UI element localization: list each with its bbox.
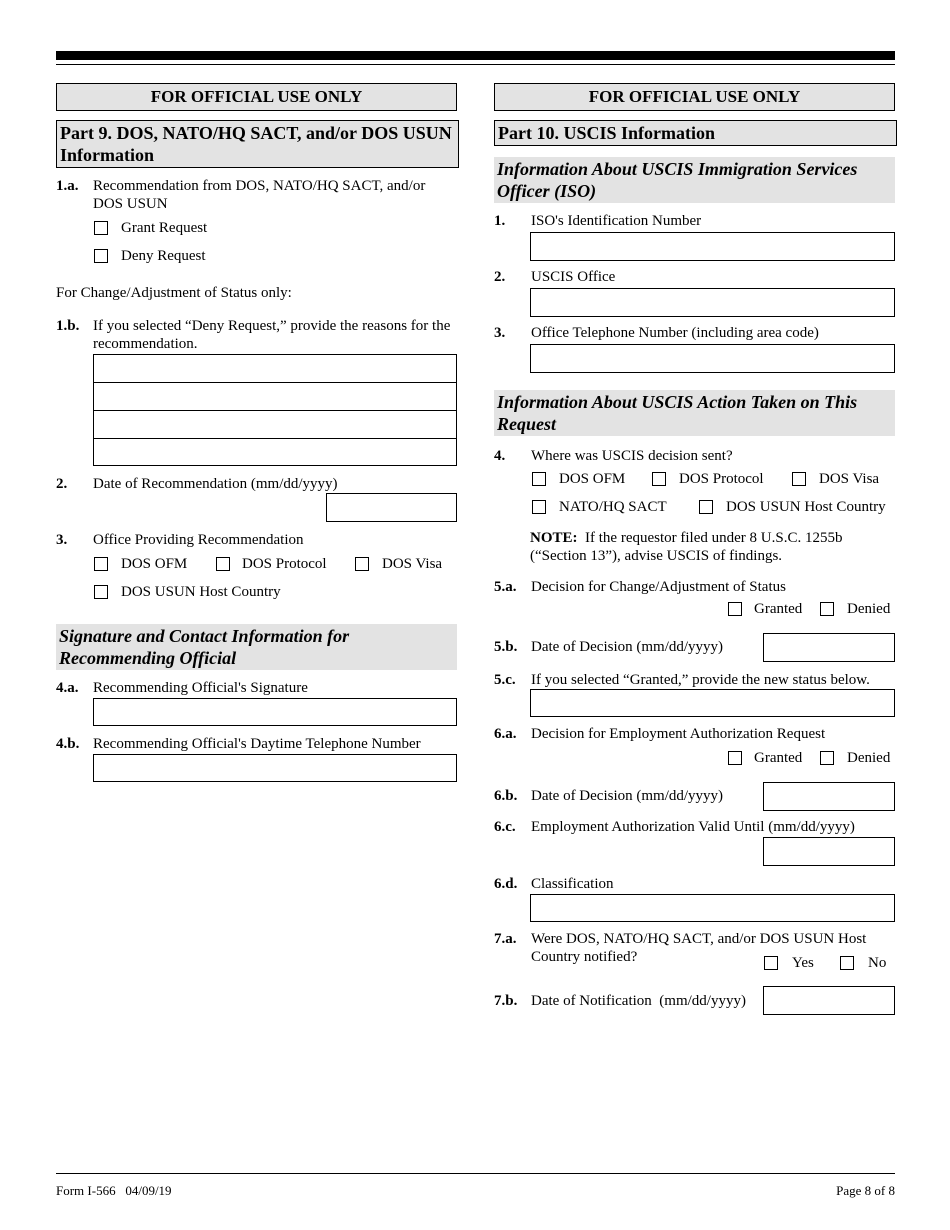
ead-granted-label: Granted <box>754 750 803 766</box>
rec-dos-visa-checkbox[interactable] <box>355 557 369 571</box>
rec-dos-protocol-label: DOS Protocol <box>242 556 327 572</box>
q4b-label: Recommending Official's Daytime Telephone Number <box>93 736 421 752</box>
p10-q3-label: Office Telephone Number (including area code) <box>531 325 819 341</box>
signature-section-heading: Signature and Contact Information for Recommending Official <box>56 624 457 670</box>
sent-dos-usun-checkbox[interactable] <box>699 500 713 514</box>
q1a-label: Recommendation from DOS, NATO/HQ SACT, and/or DOS USUN <box>93 178 426 212</box>
form-id: Form I-566 04/09/19 <box>56 1183 172 1198</box>
q2-label: Date of Recommendation (mm/dd/yyyy) <box>93 476 338 492</box>
sent-dos-protocol-checkbox[interactable] <box>652 472 666 486</box>
p10-q1-number: 1. <box>494 213 506 229</box>
p10-q5c-label: If you selected “Granted,” provide the new status below. <box>531 672 870 688</box>
rec-dos-usun-checkbox[interactable] <box>94 585 108 599</box>
iso-section-heading: Information About USCIS Immigration Services Officer (ISO) <box>494 157 895 203</box>
sent-nato-checkbox[interactable] <box>532 500 546 514</box>
page-number: Page 8 of 8 <box>836 1183 895 1198</box>
ead-valid-until-field[interactable] <box>763 837 895 866</box>
official-use-banner: FOR OFFICIAL USE ONLY <box>494 83 895 111</box>
section13-note <box>530 529 890 565</box>
p10-q4-label: Where was USCIS decision sent? <box>531 448 733 464</box>
official-signature-field[interactable] <box>93 698 457 726</box>
note-text: If the requestor filed under 8 U.S.C. 1255b (“Section 13”), advise USCIS of findings. <box>530 530 843 564</box>
q1a-number: 1.a. <box>56 178 79 194</box>
top-rule-thin <box>56 64 895 65</box>
p10-q3-number: 3. <box>494 325 506 341</box>
recommendation-date-field[interactable] <box>326 493 457 522</box>
ead-decision-date-field[interactable] <box>763 782 895 811</box>
sent-dos-ofm-label: DOS OFM <box>559 471 626 487</box>
footer-rule <box>56 1173 895 1174</box>
p10-q6a-label: Decision for Employment Authorization Request <box>531 726 826 742</box>
uscis-office-field[interactable] <box>530 288 895 317</box>
deny-reason-line-1[interactable] <box>93 354 457 383</box>
classification-field[interactable] <box>530 894 895 922</box>
p10-q7a-number: 7.a. <box>494 931 517 947</box>
p10-q5b-label: Date of Decision (mm/dd/yyyy) <box>531 639 724 655</box>
q3-label: Office Providing Recommendation <box>93 532 304 548</box>
q4b-number: 4.b. <box>56 736 80 752</box>
grant-request-checkbox[interactable] <box>94 221 108 235</box>
p10-q5a-label: Decision for Change/Adjustment of Status <box>531 579 786 595</box>
p10-q6d-label: Classification <box>531 876 614 892</box>
q1b-number: 1.b. <box>56 318 80 334</box>
note-label: NOTE: <box>530 530 578 546</box>
status-granted-checkbox[interactable] <box>728 602 742 616</box>
ead-denied-label: Denied <box>847 750 891 766</box>
p10-q6b-label: Date of Decision (mm/dd/yyyy) <box>531 788 724 804</box>
sent-dos-visa-label: DOS Visa <box>819 471 880 487</box>
notified-no-checkbox[interactable] <box>840 956 854 970</box>
deny-reason-line-3[interactable] <box>93 410 457 439</box>
p10-q2-label: USCIS Office <box>531 269 616 285</box>
sent-nato-label: NATO/HQ SACT <box>559 499 667 515</box>
status-only-note: For Change/Adjustment of Status only: <box>56 285 292 301</box>
p10-q6b-number: 6.b. <box>494 788 518 804</box>
ead-granted-checkbox[interactable] <box>728 751 742 765</box>
office-phone-field[interactable] <box>530 344 895 373</box>
notified-no-label: No <box>868 955 887 971</box>
part10-title: Part 10. USCIS Information <box>494 120 897 146</box>
iso-id-field[interactable] <box>530 232 895 261</box>
rec-dos-visa-label: DOS Visa <box>382 556 443 572</box>
q4a-label: Recommending Official's Signature <box>93 680 308 696</box>
ead-denied-checkbox[interactable] <box>820 751 834 765</box>
deny-reason-line-2[interactable] <box>93 382 457 411</box>
new-status-field[interactable] <box>530 689 895 717</box>
sent-dos-protocol-label: DOS Protocol <box>679 471 764 487</box>
p10-q6d-number: 6.d. <box>494 876 518 892</box>
rec-dos-ofm-label: DOS OFM <box>121 556 188 572</box>
p10-q7b-label: Date of Notification (mm/dd/yyyy) <box>531 993 746 1009</box>
p10-q5a-number: 5.a. <box>494 579 517 595</box>
q4a-number: 4.a. <box>56 680 79 696</box>
top-rule-thick <box>56 51 895 60</box>
rec-dos-protocol-checkbox[interactable] <box>216 557 230 571</box>
deny-reason-line-4[interactable] <box>93 438 457 466</box>
sent-dos-visa-checkbox[interactable] <box>792 472 806 486</box>
p10-q6a-number: 6.a. <box>494 726 517 742</box>
part9-column <box>56 83 457 823</box>
grant-request-label: Grant Request <box>121 220 208 236</box>
rec-dos-usun-label: DOS USUN Host Country <box>121 584 281 600</box>
p10-q6c-label: Employment Authorization Valid Until (mm/dd/yyyy) <box>531 819 855 835</box>
p10-q7b-number: 7.b. <box>494 993 518 1009</box>
p10-q5c-number: 5.c. <box>494 672 516 688</box>
sent-dos-usun-label: DOS USUN Host Country <box>726 499 886 515</box>
part9-title: Part 9. DOS, NATO/HQ SACT, and/or DOS USUN Information <box>56 120 459 168</box>
p10-q1-label: ISO's Identification Number <box>531 213 702 229</box>
action-section-heading: Information About USCIS Action Taken on This Request <box>494 390 895 436</box>
deny-request-label: Deny Request <box>121 248 206 264</box>
sent-dos-ofm-checkbox[interactable] <box>532 472 546 486</box>
part10-column <box>494 83 895 1043</box>
notified-yes-checkbox[interactable] <box>764 956 778 970</box>
q1b-label: If you selected “Deny Request,” provide the reasons for the recommendation. <box>93 318 451 352</box>
status-decision-date-field[interactable] <box>763 633 895 662</box>
notified-yes-label: Yes <box>792 955 814 971</box>
notification-date-field[interactable] <box>763 986 895 1015</box>
q3-number: 3. <box>56 532 68 548</box>
p10-q5b-number: 5.b. <box>494 639 518 655</box>
p10-q7a-label: Were DOS, NATO/HQ SACT, and/or DOS USUN Host Country notified? <box>531 931 867 965</box>
status-granted-label: Granted <box>754 601 803 617</box>
status-denied-checkbox[interactable] <box>820 602 834 616</box>
p10-q4-number: 4. <box>494 448 506 464</box>
status-denied-label: Denied <box>847 601 891 617</box>
rec-dos-ofm-checkbox[interactable] <box>94 557 108 571</box>
deny-request-checkbox[interactable] <box>94 249 108 263</box>
official-use-banner: FOR OFFICIAL USE ONLY <box>56 83 457 111</box>
official-phone-field[interactable] <box>93 754 457 782</box>
p10-q2-number: 2. <box>494 269 506 285</box>
q2-number: 2. <box>56 476 68 492</box>
p10-q6c-number: 6.c. <box>494 819 516 835</box>
